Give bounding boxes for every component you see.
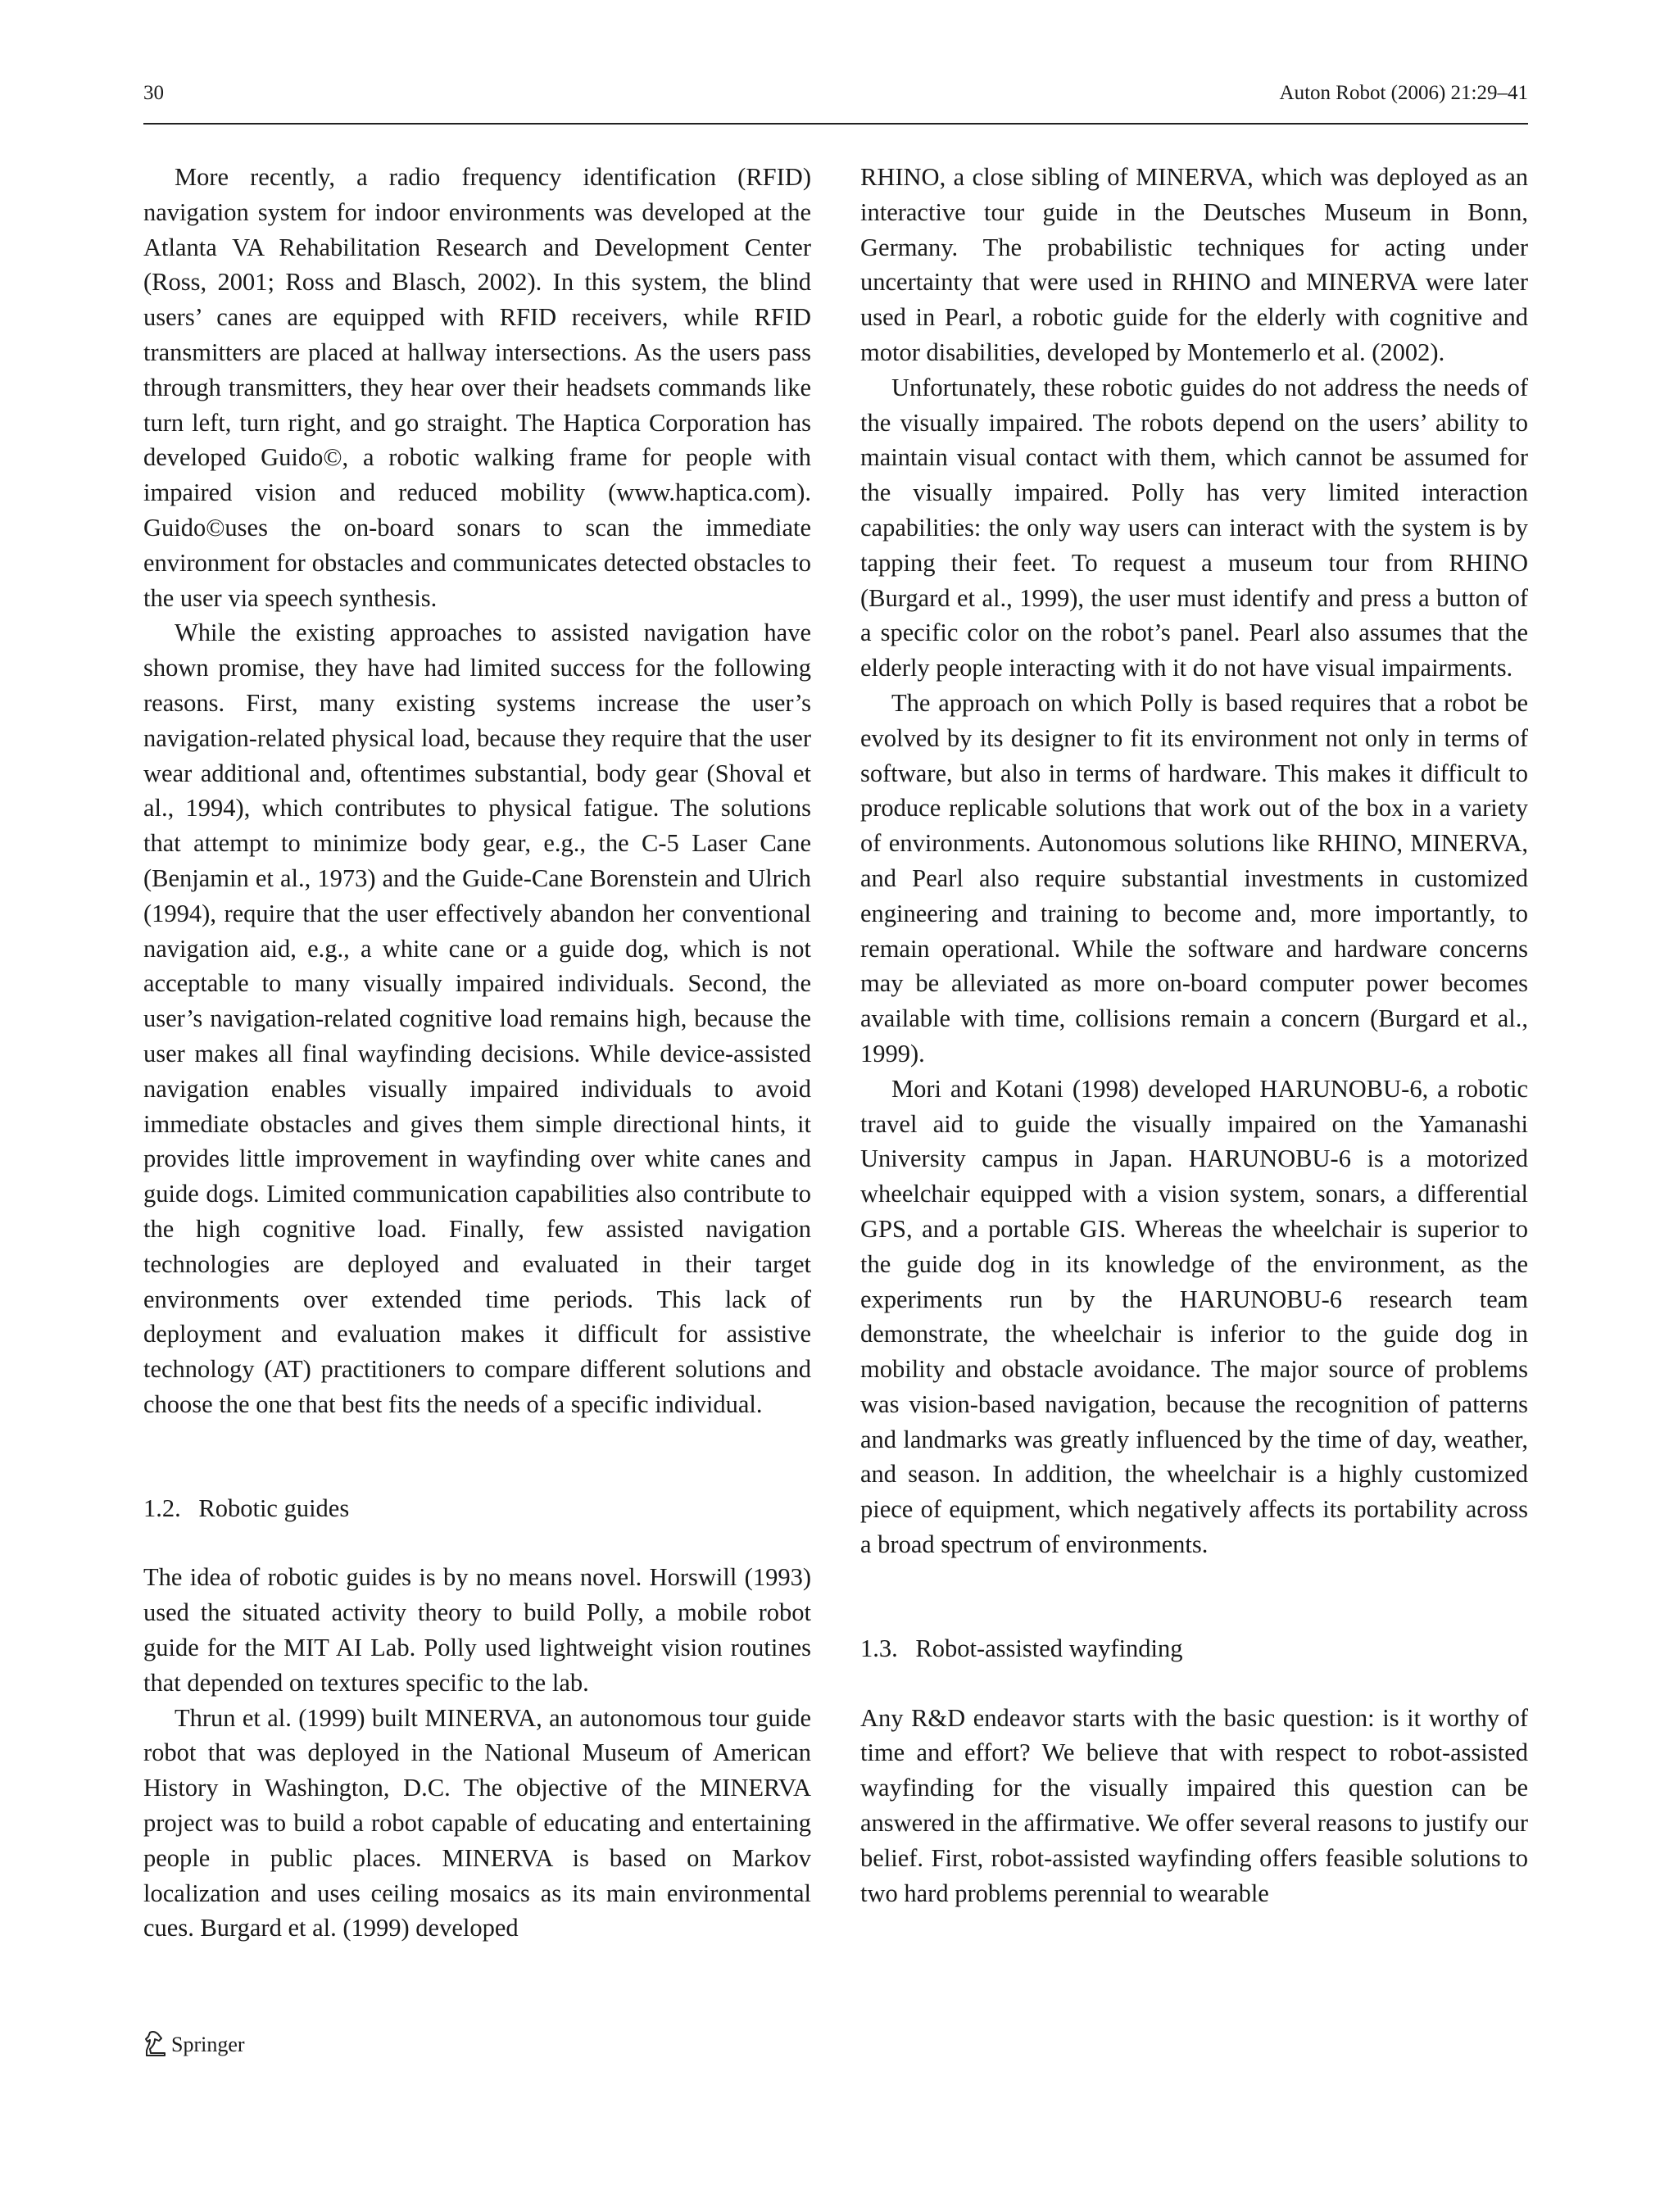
paragraph-minerva: Thrun et al. (1999) built MINERVA, an autonomous tour guide robot that was deployed in the National Museum of American History in Washington, D.C. The objective of the MINERVA project was to build a robot capable of educating and entertaining people in public places. MINERVA is based on Markov localization and uses ceiling mosaics as its main environmental cues. Burgard et al. (1999) developed bbox=[143, 1703, 811, 1942]
section-title: Robot-assisted wayfinding bbox=[915, 1634, 1183, 1662]
page-number: 30 bbox=[143, 82, 164, 104]
spacer bbox=[860, 1666, 1528, 1701]
right-column bbox=[860, 160, 1528, 1911]
running-head bbox=[143, 82, 1528, 105]
paragraph-approach-concerns: The approach on which Polly is based requires that a robot be evolved by its designer to fit its environment not only in terms of software, but also in terms of hardware. This makes it difficult to produce replicable solutions that work out of the box in a variety of environments. Autonomous solutions like RHINO, MINERVA, and Pearl also require substantial investments in customized engineering and training to become and, more importantly, to remain operational. While the software and hardware concerns may be alleviated as more on-board computer power becomes available with time, collisions remain a concern (Burgard et al., 1999). bbox=[860, 688, 1528, 1067]
springer-knight-icon bbox=[143, 2029, 168, 2057]
section-number: 1.2. bbox=[143, 1494, 181, 1522]
paragraph-rfid-navigation: More recently, a radio frequency identification (RFID) navigation system for indoor environments was developed at the Atlanta VA Rehabilitation Research and Development Center (Ross, 2001; Ross and Blasch, 2002). In this system, the blind users’ canes are equipped with RFID receivers, while RFID transmitters are placed at hallway intersections. As the users pass through transmitters, they hear over their headsets commands like turn left, turn right, and go straight. The Haptica Corporation has developed Guido©, a robotic walking frame for people with impaired vision and reduced mobility (www.haptica.com). Guido©uses the on-board sonars to scan the immediate environment for obstacles and communicates detected obstacles to the user via speech synthesis. bbox=[143, 163, 811, 612]
paragraph-rd-endeavor: Any R&D endeavor starts with the basic question: is it worthy of time and effort? We believe that with respect to robot-assisted wayfinding for the visually impaired this question can be answered in the affirmative. We offer several reasons to justify our belief. First, robot-assisted wayfinding offers feasible solutions to two hard problems perennial to wearable bbox=[860, 1703, 1528, 1907]
spacer bbox=[143, 1422, 811, 1491]
header-rule bbox=[143, 123, 1528, 125]
section-heading-robot-assisted-wayfinding bbox=[860, 1631, 1528, 1666]
spacer bbox=[143, 1525, 811, 1560]
journal-reference: Auton Robot (2006) 21:29–41 bbox=[1279, 82, 1528, 104]
paragraph-visually-impaired-needs: Unfortunately, these robotic guides do not address the needs of the visually impaired. The robots depend on the users’ ability to maintain visual contact with them, which cannot be assumed for the visually impaired. Polly has very limited interaction capabilities: the only way users can interact with the system is by tapping their feet. To request a museum tour from RHINO (Burgard et al., 1999), the user must identify and press a button of a specific color on the robot’s panel. Pearl also assumes that the elderly people interacting with it do not have visual impairments. bbox=[860, 373, 1528, 682]
paragraph-rhino-continued: RHINO, a close sibling of MINERVA, which was deployed as an interactive tour guide in the Deutsches Museum in Bonn, Germany. The probabilistic techniques for acting under uncertainty that were used in RHINO and MINERVA were later used in Pearl, a robotic guide for the elderly with cognitive and motor disabilities, developed by Montemerlo et al. (2002). bbox=[860, 163, 1528, 366]
paragraph-limitations: While the existing approaches to assisted navigation have shown promise, they have had limited success for the following reasons. First, many existing systems increase the user’s navigation-related physical load, because they require that the user wear additional and, oftentimes substantial, body gear (Shoval et al., 1994), which contributes to physical fatigue. The solutions that attempt to minimize body gear, e.g., the C-5 Laser Cane (Benjamin et al., 1973) and the Guide-Cane Borenstein and Ulrich (1994), require that the user effectively abandon her conventional navigation aid, e.g., a white cane or a guide dog, which is not acceptable to many visually impaired individuals. Second, the user’s navigation-related cognitive load remains high, because the user makes all final wayfinding decisions. While device-assisted navigation enables visually impaired individuals to avoid immediate obstacles and gives them simple directional hints, it provides little improvement in wayfinding over white canes and guide dogs. Limited communication capabilities also contribute to the high cognitive load. Finally, few assisted navigation technologies are deployed and evaluated in their target environments over extended time periods. This lack of deployment and evaluation makes it difficult for assistive technology (AT) practitioners to compare different solutions and choose the one that best fits the needs of a specific individual. bbox=[143, 619, 811, 1418]
left-column bbox=[143, 160, 811, 1946]
section-number: 1.3. bbox=[860, 1634, 898, 1662]
spacer bbox=[860, 1562, 1528, 1631]
footer bbox=[143, 2029, 245, 2057]
paragraph-polly: The idea of robotic guides is by no means novel. Horswill (1993) used the situated activity theory to build Polly, a mobile robot guide for the MIT AI Lab. Polly used lightweight vision routines that depended on textures specific to the lab. bbox=[143, 1563, 811, 1697]
publisher-name: Springer bbox=[171, 2033, 245, 2056]
section-heading-robotic-guides bbox=[143, 1491, 811, 1526]
paragraph-harunobu: Mori and Kotani (1998) developed HARUNOBU-6, a robotic travel aid to guide the visually impaired on the Yamanashi University campus in Japan. HARUNOBU-6 is a motorized wheelchair equipped with a vision system, sonars, a differential GPS, and a portable GIS. Whereas the wheelchair is superior to the guide dog in its knowledge of the environment, as the experiments run by the HARUNOBU-6 research team demonstrate, the wheelchair is inferior to the guide dog in mobility and obstacle avoidance. The major source of problems was vision-based navigation, because the recognition of patterns and landmarks was greatly influenced by the time of day, weather, and season. In addition, the wheelchair is a highly customized piece of equipment, which negatively affects its portability across a broad spectrum of environments. bbox=[860, 1074, 1528, 1559]
section-title: Robotic guides bbox=[198, 1494, 350, 1522]
